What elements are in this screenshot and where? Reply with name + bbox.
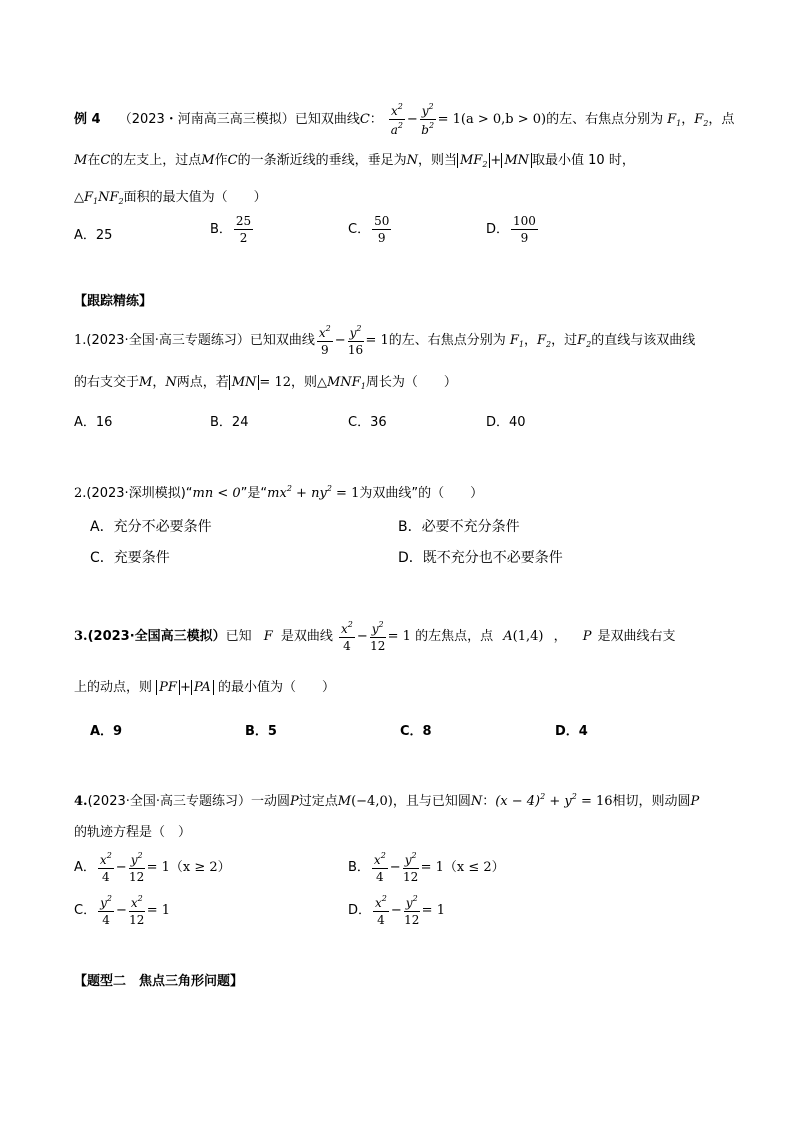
q2-line1 <box>74 478 483 500</box>
q4-option-b: B． $\frac{x^2}{4}$ − $\frac{y^2}{12}$ = 1（x ≤ 2） <box>348 851 505 884</box>
condition: = 1(a > 0,b > 0) <box>437 112 547 127</box>
text: 面积的最大值为（ ） <box>123 190 267 205</box>
text: 的左、右焦点分别为 <box>546 112 664 127</box>
q1-option-b: B．24 <box>210 415 249 430</box>
text: 的左焦点，点 <box>415 629 494 644</box>
text: ，则当 <box>417 153 457 168</box>
equals: = 1 <box>387 629 411 644</box>
math: F <box>263 629 273 644</box>
text: ， <box>523 333 537 348</box>
text: 作 <box>214 153 228 168</box>
fraction-y2-b2: $\frac{y^2}{b^2}$ <box>421 102 435 137</box>
text: 已知双曲线 <box>249 333 315 348</box>
circle-equation: $(x - 4)^2 + y^2 = 16$ <box>495 792 613 809</box>
question-number: 2. <box>74 486 87 501</box>
q4-line2: 的轨迹方程是（ ） <box>74 825 192 840</box>
text: 两点，若 <box>176 375 229 390</box>
math: M <box>74 153 88 168</box>
question-source: (2023·全国·高三专题练习） <box>86 333 250 348</box>
math: M <box>337 794 352 809</box>
question-source: (2023·深圳模拟) <box>86 486 186 501</box>
text: ， <box>553 629 567 644</box>
question-number: 3. <box>74 629 88 644</box>
question-number: 1. <box>74 333 87 348</box>
text: “ <box>185 486 193 501</box>
text: ， <box>681 112 695 127</box>
F1: $F_1$ <box>667 112 682 128</box>
text: 的最小值为（ ） <box>217 680 335 695</box>
section-title: 【题型二 焦点三角形问题】 <box>74 974 244 989</box>
text: 上的动点，则 <box>74 680 153 695</box>
q3-option-a: A．9 <box>90 724 123 739</box>
math: mn < 0 <box>192 486 241 501</box>
text: 为双曲线”的（ ） <box>359 486 484 501</box>
q2-option-a: A．充分不必要条件 <box>90 519 212 535</box>
math: N <box>406 153 418 168</box>
question-source: (2023·全国高三模拟） <box>87 629 226 644</box>
math: C <box>359 112 370 127</box>
text: 是双曲线右支 <box>597 629 676 644</box>
fraction-y2-16: $\frac{y^2}{16}$ <box>347 324 364 357</box>
q3-option-b: B．5 <box>245 724 277 739</box>
F2: $F_2$ <box>536 333 552 349</box>
math: N <box>165 375 177 390</box>
math: M <box>139 375 153 390</box>
text: ”是“ <box>240 486 268 501</box>
text: ： <box>369 112 383 127</box>
text: 周长为（ ） <box>365 375 457 390</box>
example4-line1: 例 4 （2023・河南高三高三模拟）已知双曲线C： $\frac{x^2}{a^2}$ − $\frac{y^2}{b^2}$ = 1(a > 0,b > 0)的左、右焦点分别为 $F_1$，$F_2$，点 <box>74 102 735 137</box>
text: 的右支交于 <box>74 375 140 390</box>
text: 已知双曲线 <box>294 112 360 127</box>
text: 相切，则动圆 <box>612 794 691 809</box>
text: 的左、右焦点分别为 <box>388 333 506 348</box>
q3-option-d: D．4 <box>555 724 588 739</box>
triangle-vertices: $F_1NF_2$ <box>84 190 124 206</box>
example4-line2 <box>74 149 635 173</box>
example4-option-c: C． $\frac{50}{9}$ <box>348 214 390 245</box>
q3-line1: 3.(2023·全国高三模拟）已知 F 是双曲线 $\frac{x^2}{4}$ − $\frac{y^2}{12}$ = 1 的左焦点，点 A(1,4) ， P 是双曲线右支 <box>74 620 676 653</box>
q1-line1: 1.(2023·全国·高三专题练习）已知双曲线 $\frac{x^2}{9}$ − $\frac{y^2}{16}$ = 1的左、右焦点分别为 $F_1$，$F_2$，过$F_2$的直线与该双曲线 <box>74 324 696 357</box>
fraction-x2-9: $\frac{x^2}{9}$ <box>318 324 331 357</box>
F1: $F_1$ <box>509 333 524 349</box>
q1-option-d: D．40 <box>486 415 526 430</box>
text: = 12，则△ <box>259 375 327 390</box>
question-source: (2023·全国·高三专题练习） <box>87 794 251 809</box>
example-source: （2023・河南高三高三模拟） <box>118 112 295 127</box>
text: △ <box>74 190 84 205</box>
text: 是双曲线 <box>280 629 333 644</box>
F2: $F_2$ <box>577 333 592 349</box>
math: C <box>100 153 111 168</box>
math: P <box>290 794 299 809</box>
q1-option-a: A．16 <box>74 415 113 430</box>
math: C <box>227 153 238 168</box>
plus: + <box>179 680 191 695</box>
text: 取最小值 10 时， <box>532 153 635 168</box>
F2: $F_2$ <box>694 112 709 128</box>
fraction-x2-4: $\frac{x^2}{4}$ <box>340 620 353 653</box>
math: N <box>470 794 483 809</box>
fraction-x2-a2: $\frac{x^2}{a^2}$ <box>390 102 403 137</box>
abs-MN: MN <box>229 375 260 390</box>
text: ，过 <box>551 333 578 348</box>
fraction-y2-12: $\frac{y^2}{12}$ <box>370 620 386 653</box>
q3-option-c: C．8 <box>400 724 432 739</box>
q1-option-c: C．36 <box>348 415 387 430</box>
math: A <box>503 629 513 644</box>
triangle-vertices: $MNF_1$ <box>327 375 366 391</box>
coordinate: (−4,0) <box>351 794 393 809</box>
equation: $mx^2 + ny^2 = 1$ <box>267 484 360 501</box>
text: ， <box>152 375 166 390</box>
plus: + <box>490 153 502 168</box>
text: ： <box>482 794 496 809</box>
q4-line1 <box>74 785 699 809</box>
example4-option-a: A．25 <box>74 228 113 243</box>
example-label: 例 4 <box>74 112 101 127</box>
q1-line2 <box>74 372 457 394</box>
q4-option-d: D． $\frac{x^2}{4}$ − $\frac{y^2}{12}$ = 1 <box>348 894 445 927</box>
math: P <box>690 794 700 809</box>
math: M <box>201 153 215 168</box>
text: 一动圆 <box>251 794 291 809</box>
text: 在 <box>87 153 101 168</box>
text: ，点 <box>708 112 735 127</box>
example4-option-d: D． $\frac{100}{9}$ <box>486 214 536 245</box>
abs-PF: PF <box>156 680 180 695</box>
abs-PA: PA <box>191 680 214 695</box>
q2-option-b: B．必要不充分条件 <box>398 519 520 535</box>
text: 的左支上，过点 <box>110 153 202 168</box>
text: 已知 <box>225 629 252 644</box>
equals: = 1 <box>365 333 389 348</box>
text: ，且与已知圆 <box>392 794 471 809</box>
text: 的一条渐近线的垂线，垂足为 <box>237 153 407 168</box>
practice-title: 【跟踪精练】 <box>74 294 153 309</box>
example4-option-b: B． $\frac{25}{2}$ <box>210 214 252 245</box>
q2-option-d: D．既不充分也不必要条件 <box>398 550 563 566</box>
q4-option-a: A． $\frac{x^2}{4}$ − $\frac{y^2}{12}$ = 1（x ≥ 2） <box>74 851 231 884</box>
math: P <box>582 629 592 644</box>
q2-option-c: C．充要条件 <box>90 550 170 566</box>
question-number: 4. <box>74 794 88 809</box>
text: 的直线与该双曲线 <box>591 333 696 348</box>
text: 过定点 <box>298 794 338 809</box>
coordinate: (1,4) <box>512 629 544 644</box>
example4-line3 <box>74 187 267 209</box>
abs-MN: MN <box>501 153 532 168</box>
q4-option-c: C． $\frac{y^2}{4}$ − $\frac{x^2}{12}$ = 1 <box>74 894 171 927</box>
abs-MF2: $MF_2$ <box>457 153 490 168</box>
q3-line2 <box>74 677 335 699</box>
